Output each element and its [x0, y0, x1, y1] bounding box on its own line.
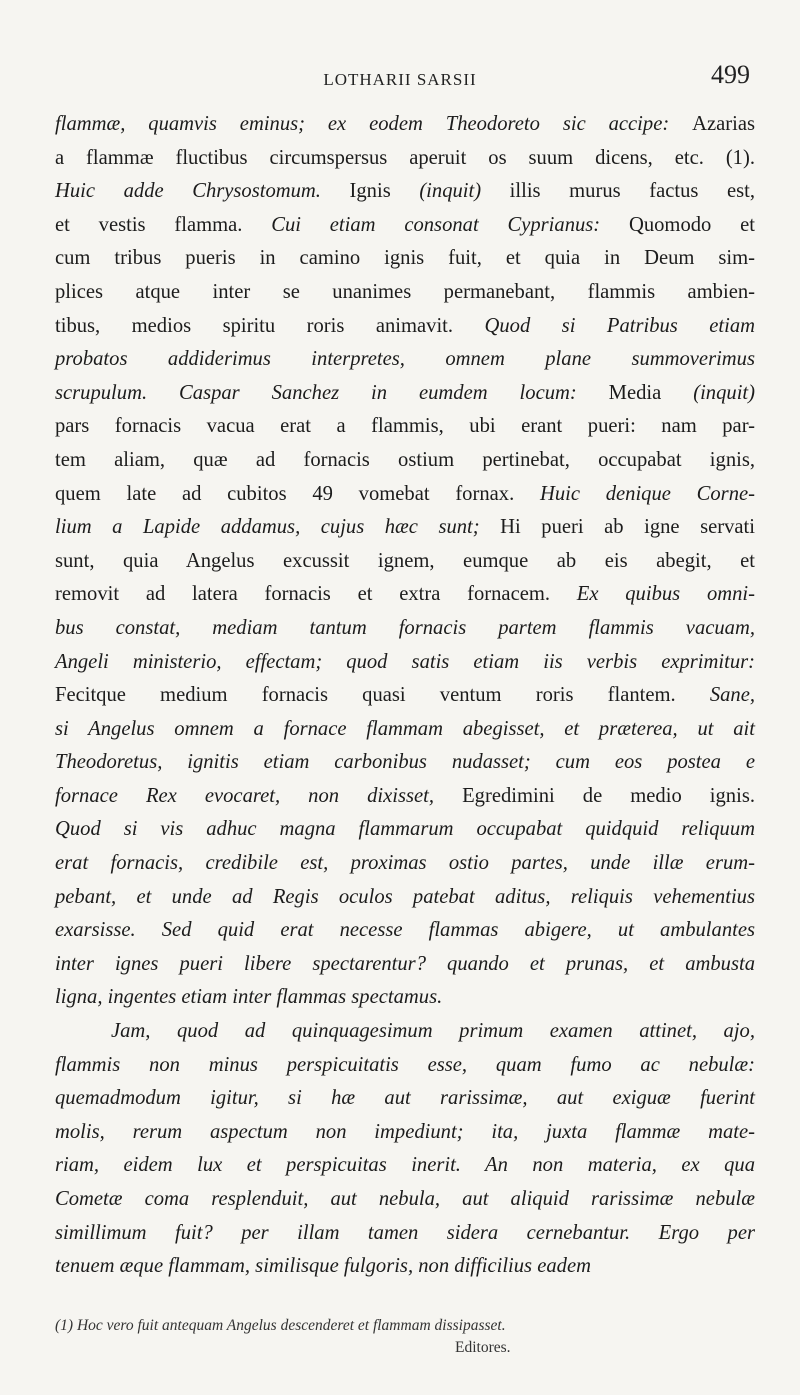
italic-run: quemadmodum igitur, si hæ aut rarissimæ, aut exiguæ fuerint	[55, 1087, 755, 1110]
text-line	[55, 1015, 755, 1049]
roman-run: illis murus factus est,	[509, 180, 755, 203]
roman-run: pars fornacis vacua erat a flammis, ubi erant pueri: nam par-	[55, 415, 755, 438]
italic-run: fornace Rex evocaret, non dixisset,	[55, 784, 463, 807]
roman-run: plices atque inter se unanimes permanebant, flammis ambien-	[55, 280, 755, 303]
italic-run: bus constat, mediam tantum fornacis partem flammis vacuam,	[55, 616, 755, 639]
italic-run: probatos addiderimus interpretes, omnem plane summoverimus	[55, 348, 755, 371]
text-line	[55, 1250, 755, 1284]
italic-run: tenuem æque flammam, similisque fulgoris, non difficilius eadem	[55, 1255, 591, 1278]
roman-run: Azarias	[692, 113, 755, 135]
italic-run: Quod si vis adhuc magna flammarum occupabat quidquid reliquum	[55, 818, 755, 841]
text-line	[55, 545, 755, 579]
text-line	[55, 679, 755, 713]
roman-run: Media	[608, 381, 694, 404]
text-line	[55, 108, 755, 142]
roman-run: et vestis flamma.	[55, 213, 272, 236]
italic-run: erat fornacis, credibile est, proximas ostio partes, unde illæ erum-	[55, 852, 755, 875]
italic-run: (inquit)	[693, 381, 755, 404]
italic-run: ligna, ingentes etiam inter flammas spectamus.	[55, 986, 443, 1009]
text-line	[55, 1049, 755, 1083]
text-line	[55, 1082, 755, 1116]
text-line	[55, 478, 755, 512]
text-line	[55, 511, 755, 545]
text-line	[55, 410, 755, 444]
text-line	[55, 981, 755, 1015]
italic-run: simillimum fuit? per illam tamen sidera cernebantur. Ergo per	[55, 1221, 755, 1244]
italic-run: Jam, quod ad quinquagesimum primum examen attinet, ajo,	[111, 1020, 755, 1043]
italic-run: Huic adde Chrysostomum.	[55, 180, 350, 203]
footnote	[55, 1315, 755, 1359]
text-line	[55, 175, 755, 209]
italic-run: Quod si Patribus etiam	[484, 314, 755, 337]
roman-run: a flammæ fluctibus circumspersus aperuit os suum dicens, etc. (1).	[55, 146, 755, 169]
text-line	[55, 142, 755, 176]
roman-run: Ignis	[349, 180, 420, 203]
italic-run: lium a Lapide addamus, cujus hæc sunt;	[55, 516, 501, 539]
roman-run: Hi pueri ab igne servati	[500, 516, 755, 539]
main-text	[55, 108, 755, 1284]
italic-run: inter ignes pueri libere spectarentur? quando et prunas, et ambusta	[55, 952, 755, 975]
text-line	[55, 1217, 755, 1251]
text-line	[55, 713, 755, 747]
running-title: LOTHARII SARSII	[323, 70, 477, 89]
italic-run: riam, eidem lux et perspicuitas inerit. An non materia, ex qua	[55, 1154, 755, 1177]
italic-run: Ex quibus omni-	[576, 583, 755, 606]
roman-run: sunt, quia Angelus excussit ignem, eumque ab eis abegit, et	[55, 549, 755, 572]
text-line	[55, 310, 755, 344]
footnote-text: (1) Hoc vero fuit antequam Angelus descenderet et flammam dissipasset.	[55, 1317, 506, 1334]
italic-run: flammæ, quamvis eminus; ex eodem Theodoreto sic accipe:	[55, 113, 693, 135]
text-line	[55, 242, 755, 276]
italic-run: Cometæ coma resplenduit, aut nebula, aut aliquid rarissimæ nebulæ	[55, 1188, 755, 1210]
italic-run: Theodoretus, ignitis etiam carbonibus nudasset; cum eos postea e	[55, 751, 755, 774]
text-line	[55, 377, 755, 411]
text-line	[55, 948, 755, 982]
footnote-signature: Editores.	[455, 1339, 511, 1356]
roman-run: tibus, medios spiritu roris animavit.	[55, 314, 485, 337]
text-line	[55, 746, 755, 780]
text-line	[55, 847, 755, 881]
italic-run: scrupulum. Caspar Sanchez in eumdem locum:	[55, 381, 609, 404]
roman-run: cum tribus pueris in camino ignis fuit, et quia in Deum sim-	[55, 247, 755, 270]
italic-run: molis, rerum aspectum non impediunt; ita, juxta flammæ mate-	[55, 1120, 755, 1143]
text-line	[55, 780, 755, 814]
text-line	[55, 578, 755, 612]
text-line	[55, 646, 755, 680]
italic-run: pebant, et unde ad Regis oculos patebat aditus, reliquis vehementius	[55, 885, 755, 908]
text-line	[55, 1149, 755, 1183]
text-line	[55, 1116, 755, 1150]
italic-run: (inquit)	[419, 180, 510, 203]
roman-run: quem late ad cubitos 49 vomebat fornax.	[55, 482, 540, 505]
roman-run: Egredimini de medio ignis.	[462, 784, 755, 807]
text-line	[55, 914, 755, 948]
roman-run: Fecitque medium fornacis quasi ventum roris flantem.	[55, 684, 710, 707]
italic-run: exarsisse. Sed quid erat necesse flammas abigere, ut ambulantes	[55, 919, 755, 942]
italic-run: Huic denique Corne-	[539, 482, 755, 505]
italic-run: Cui etiam consonat Cyprianus:	[271, 213, 629, 236]
page-number: 499	[711, 60, 750, 89]
text-line	[55, 813, 755, 847]
italic-run: Sane,	[709, 684, 755, 707]
roman-run: Quomodo et	[628, 213, 756, 236]
text-line	[55, 276, 755, 310]
text-line	[55, 343, 755, 377]
text-line	[55, 444, 755, 478]
text-line	[55, 1183, 755, 1217]
roman-run: removit ad latera fornacis et extra fornacem.	[55, 583, 577, 606]
text-line	[55, 612, 755, 646]
roman-run: tem aliam, quæ ad fornacis ostium pertinebat, occupabat ignis,	[55, 448, 755, 471]
italic-run: si Angelus omnem a fornace flammam abegisset, et præterea, ut ait	[55, 717, 755, 740]
text-line	[55, 881, 755, 915]
text-line	[55, 209, 755, 243]
italic-run: flammis non minus perspicuitatis esse, quam fumo ac nebulæ:	[55, 1053, 755, 1076]
italic-run: Angeli ministerio, effectam; quod satis etiam iis verbis exprimitur:	[55, 650, 755, 673]
